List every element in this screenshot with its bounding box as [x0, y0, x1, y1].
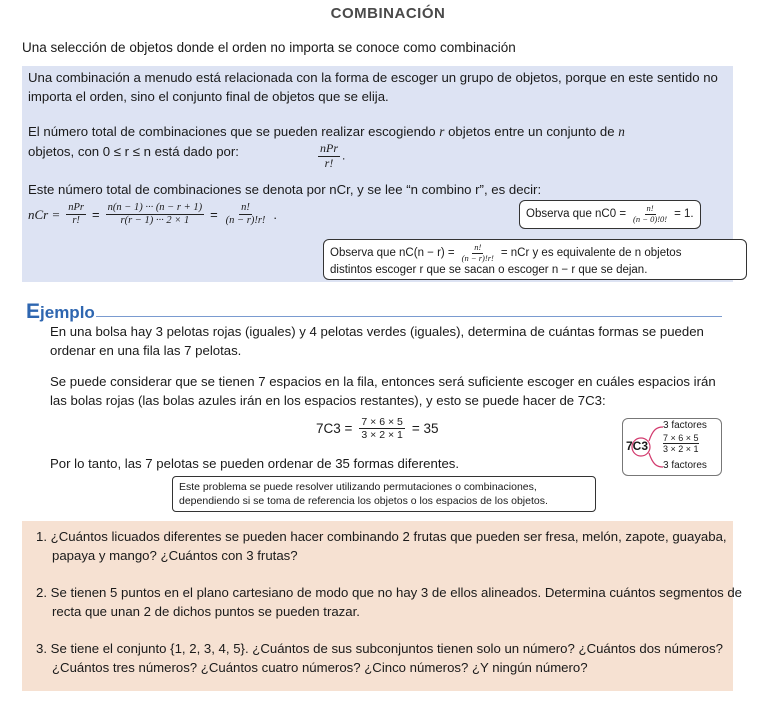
annotation-top-label: 3 factores [663, 420, 707, 431]
annotation-fraction: 7 × 6 × 5 3 × 2 × 1 [663, 433, 699, 454]
exercise-3: 3. Se tiene el conjunto {1, 2, 3, 4, 5}. ¿Cuántos de sus subconjuntos tienen solo un número? ¿Cuántos dos números? ¿Cuántos tres números? ¿Cuántos cuatro números? ¿Cinco números? ¿Y ningún número? [36, 641, 723, 675]
exercise-1: 1. ¿Cuántos licuados diferentes se pueden hacer combinando 2 frutas que pueden ser fresa, melón, zapote, guayaba, papaya y mango? ¿Cuántos con 3 frutas? [36, 529, 727, 563]
annotation-lhs: 7C3 [626, 439, 649, 453]
annotation-arrows [623, 419, 721, 475]
factors-annotation [622, 418, 722, 476]
annotation-bottom-label: 3 factores [663, 460, 707, 471]
note-nc-n-minus-r: Observa que nC(n − r) = $\frac{n!}{(n - r)!r!}$ = nCr y es equivalente de n objetos distintos escoger r que se sacan o escoger n − r que se dejan. [323, 239, 747, 280]
page-title: COMBINACIÓN [330, 5, 446, 22]
definition-paragraph-2: El número total de combinaciones que se pueden realizar escogiendo r objetos entre un conjunto de n [28, 124, 625, 139]
example-conclusion: Por lo tanto, las 7 pelotas se pueden ordenar de 35 formas diferentes. [50, 456, 460, 471]
example-paragraph-1: En una bolsa hay 3 pelotas rojas (iguales) y 4 pelotas verdes (iguales), determina de cuántas formas se pueden ordenar en una fila las 7 pelotas. [50, 324, 704, 358]
example-equation: 7C3 = $\frac{7 \times 6 \times 5}{3 \times 2 \times 1}$ = 35 [316, 416, 439, 442]
exercises-box [22, 521, 743, 691]
example-heading-rule [96, 316, 722, 317]
note-nc0: Observa que nC0 = $\frac{n!}{(n - 0)!0!}$ = 1. [519, 200, 701, 229]
intro-text: Una selección de objetos donde el orden no importa se conoce como combinación [22, 40, 516, 55]
fraction-npr-over-rfact: $\frac{\text{nPr}}{r!}$ . [320, 141, 346, 170]
exercise-2: 2. Se tienen 5 puntos en el plano cartesiano de modo que no hay 3 de ellos alineados. Determina cuántos segmentos de recta que unan 2 de dichos puntos se pueden trazar. [36, 585, 743, 619]
example-heading: Ejemplo [26, 300, 95, 323]
definition-paragraph-1: Una combinación a menudo está relacionada con la forma de escoger un grupo de objetos, porque en este sentido no importa el orden, sino el conjunto final de objetos que se elija. [28, 70, 718, 104]
definition-paragraph-3: Este número total de combinaciones se denota por nCr, y se lee “n combino r”, es decir: [28, 182, 542, 197]
definition-box [22, 66, 733, 282]
example-note: Este problema se puede resolver utilizando permutaciones o combinaciones, dependiendo si se toma de referencia los objetos o los espacios de los objetos. [172, 476, 596, 512]
combination-formula: nCr = $\frac{\text{nPr}}{r!}$ = $\frac{n(n - 1) \cdot\cdot\cdot (n - r + 1)}{r(r - 1) \cdot\cdot\cdot 2 \times 1}$ = $\frac{n!}{(n - r)!r!}$ . [28, 202, 278, 227]
example-paragraph-2: Se puede considerar que se tienen 7 espacios en la fila, entonces será suficiente escoger en cuáles espacios irán las bolas rojas (las bolas azules irán en los espacios restantes), y esto se puede hacer de 7C3: [50, 374, 716, 408]
definition-paragraph-2b: objetos, con 0 ≤ r ≤ n está dado por: [28, 144, 239, 159]
